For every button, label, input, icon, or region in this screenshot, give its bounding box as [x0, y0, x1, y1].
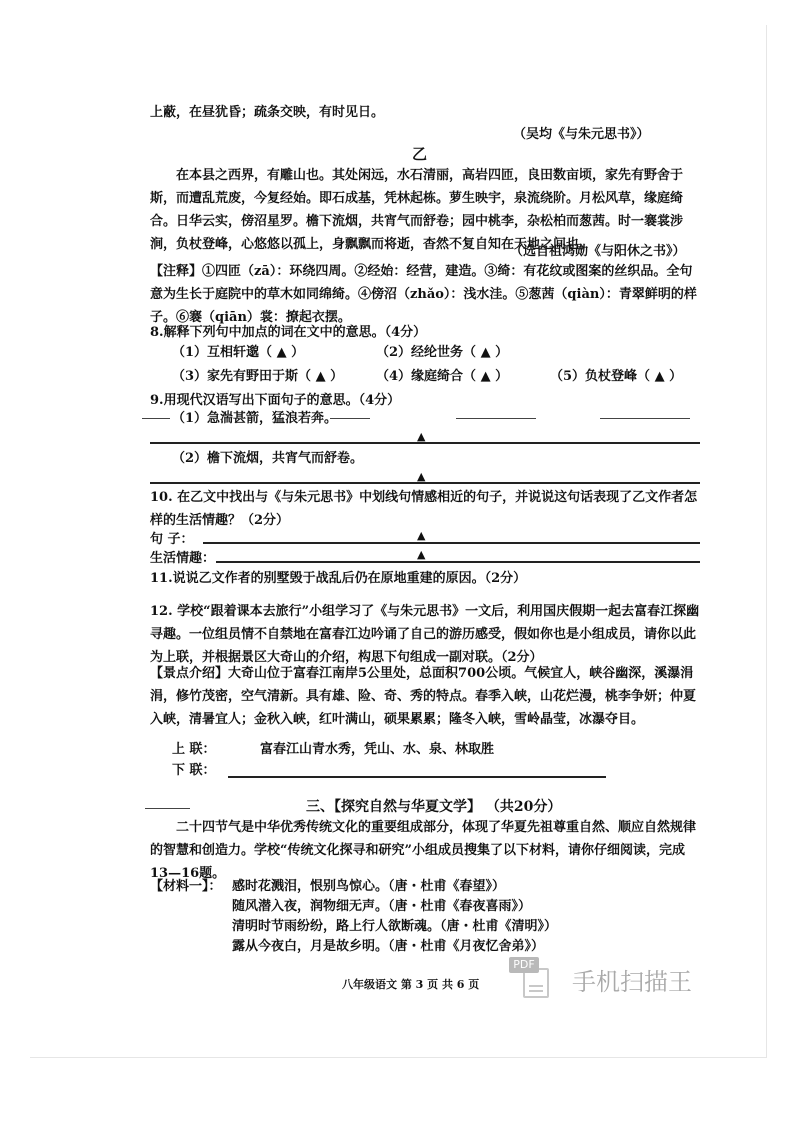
notes-label: 【注释】: [150, 264, 203, 279]
q8-item-2: （2）经纶世务（ ▲ ）: [376, 345, 509, 360]
pdf-badge: PDF: [509, 957, 539, 973]
answer-line[interactable]: [203, 542, 700, 544]
passage-yi-text: 在本县之西界，有雕山也。其处闲远，水石清丽，高岩四匝，良田数亩顷，家先有野舍于斯，而遭乱荒废，今复经始。即石成基，凭林起栋。萝生映宇，泉流绕阶。月松风草，缘庭绮合。日华云实，傍沼星罗。檐下流烟，共宵气而舒卷；园中桃李，杂松柏而葱茜。时一褰裳涉涧，负杖登峰，心悠悠以孤上，身飘飘而将逝，杳然不复自知在天地之间也。: [150, 168, 684, 252]
q12-intro: [150, 662, 700, 731]
intro-label: 【景点介绍】: [150, 666, 229, 681]
q8-item-4: （4）缘庭绮合（ ▲ ）: [376, 369, 509, 384]
q10-stem: 10. 在乙文中找出与《与朱元思书》中划线句情感相近的句子，并说说这句话表现了乙文作者怎样的生活情趣？（2分）: [150, 490, 698, 528]
passage-jia-end-line: 上蔽，在昼犹昏；疏条交映，有时见日。: [150, 105, 385, 120]
q12-stem: 12. 学校“跟着课本去旅行”小组学习了《与朱元思书》一文后，利用国庆假期一起去富春江探幽寻趣。一位组员情不自禁地在富春江边吟诵了自己的游历感受，假如你也是小组成员，请你以此为上联，并根据景区大奇山的介绍，构思下句组成一副对联。（2分）: [150, 604, 700, 665]
passage-jia-source: （吴均《与朱元思书》）: [513, 127, 650, 142]
scan-stray-mark: [456, 418, 536, 419]
q9-sentence-1: （1）急湍甚箭，猛浪若奔。: [172, 411, 338, 426]
poem-line-2: 随风潜入夜，润物细无声。（唐・杜甫《春夜喜雨》）: [232, 899, 532, 914]
answer-line[interactable]: [150, 482, 700, 484]
poem-line-1: 感时花溅泪，恨别鸟惊心。（唐・杜甫《春望》）: [232, 879, 506, 894]
section3-intro: 二十四节气是中华优秀传统文化的重要组成部分，体现了华夏先祖尊重自然、顺应自然规律的智慧和创造力。学校“传统文化探寻和研究”小组成员搜集了以下材料，请你仔细阅读，完成13—16题。: [150, 820, 697, 881]
answer-line[interactable]: [228, 776, 606, 778]
answer-mark: ▲: [417, 470, 426, 483]
q9-stem: 9.用现代汉语写出下面句子的意思。（4分）: [150, 393, 401, 408]
lower-couplet-label: 下 联：: [172, 763, 216, 778]
q10-sentence-label: 句 子：: [150, 532, 194, 547]
passage-yi-source: （选自祖鸿勋《与阳休之书》）: [510, 244, 686, 259]
answer-line[interactable]: [216, 561, 700, 563]
poem-line-4: 露从今夜白，月是故乡明。（唐・杜甫《月夜忆舍弟》）: [232, 939, 545, 954]
section3-title: 三、【探究自然与华夏文学】 （共20分）: [306, 799, 562, 815]
scan-stray-mark: [600, 418, 690, 419]
q8-item-5: （5）负杖登峰（ ▲ ）: [550, 369, 683, 384]
upper-couplet-text: 富春江山青水秀，凭山、水、泉、林取胜: [260, 742, 495, 757]
q10-interest-label: 生活情趣：: [150, 551, 216, 566]
q8-item-3: （3）家先有野田于斯（ ▲ ）: [172, 369, 344, 384]
material-1-label: 【材料一】：: [150, 879, 222, 894]
answer-line[interactable]: [150, 442, 700, 444]
page-footer: 八年级语文 第 3 页 共 6 页: [342, 978, 480, 991]
watermark-text: 手机扫描王: [572, 968, 692, 996]
q9-sentence-2: （2）檐下流烟，共宵气而舒卷。: [172, 451, 364, 466]
passage-yi-notes: [150, 260, 700, 329]
notes-text: ①四匝（zā）：环绕四周。②经始：经营，建造。③绮：有花纹或图案的丝织品。全句意为生长于庭院中的草木如同绵绮。④傍沼（zhǎo）：浅水洼。⑤葱茜（qiàn）：青翠鲜明的样子。⑥褰（qiān）裳：撩起衣摆。: [150, 264, 697, 325]
answer-mark: ▲: [417, 529, 426, 542]
poem-line-3: 清明时节雨纷纷，路上行人欲断魂。（唐・杜甫《清明》）: [232, 919, 558, 934]
answer-mark: ▲: [417, 548, 426, 561]
q8-stem: 8.解释下列句中加点的词在文中的意思。（4分）: [150, 325, 427, 340]
scan-stray-mark: [142, 418, 170, 419]
scan-stray-mark: [145, 808, 190, 809]
answer-mark: ▲: [417, 430, 426, 443]
upper-couplet-label: 上 联：: [172, 742, 216, 757]
intro-text: 大奇山位于富春江南岸5公里处，总面积700公顷。气候宜人，峡谷幽深，溪瀑涓涓，修竹茂密，空气清新。具有雄、险、奇、秀的特点。春季入峡，山花烂漫，桃李争妍；仲夏入峡，清暑宜人；金秋入峡，红叶满山，硕果累累；隆冬入峡，雪岭晶莹，冰瀑夺目。: [150, 666, 697, 727]
q8-item-1: （1）互相轩邈（ ▲ ）: [172, 345, 305, 360]
passage-yi-label: 乙: [412, 145, 428, 163]
q11-stem: 11.说说乙文作者的别墅毁于战乱后仍在原地重建的原因。（2分）: [150, 571, 527, 586]
